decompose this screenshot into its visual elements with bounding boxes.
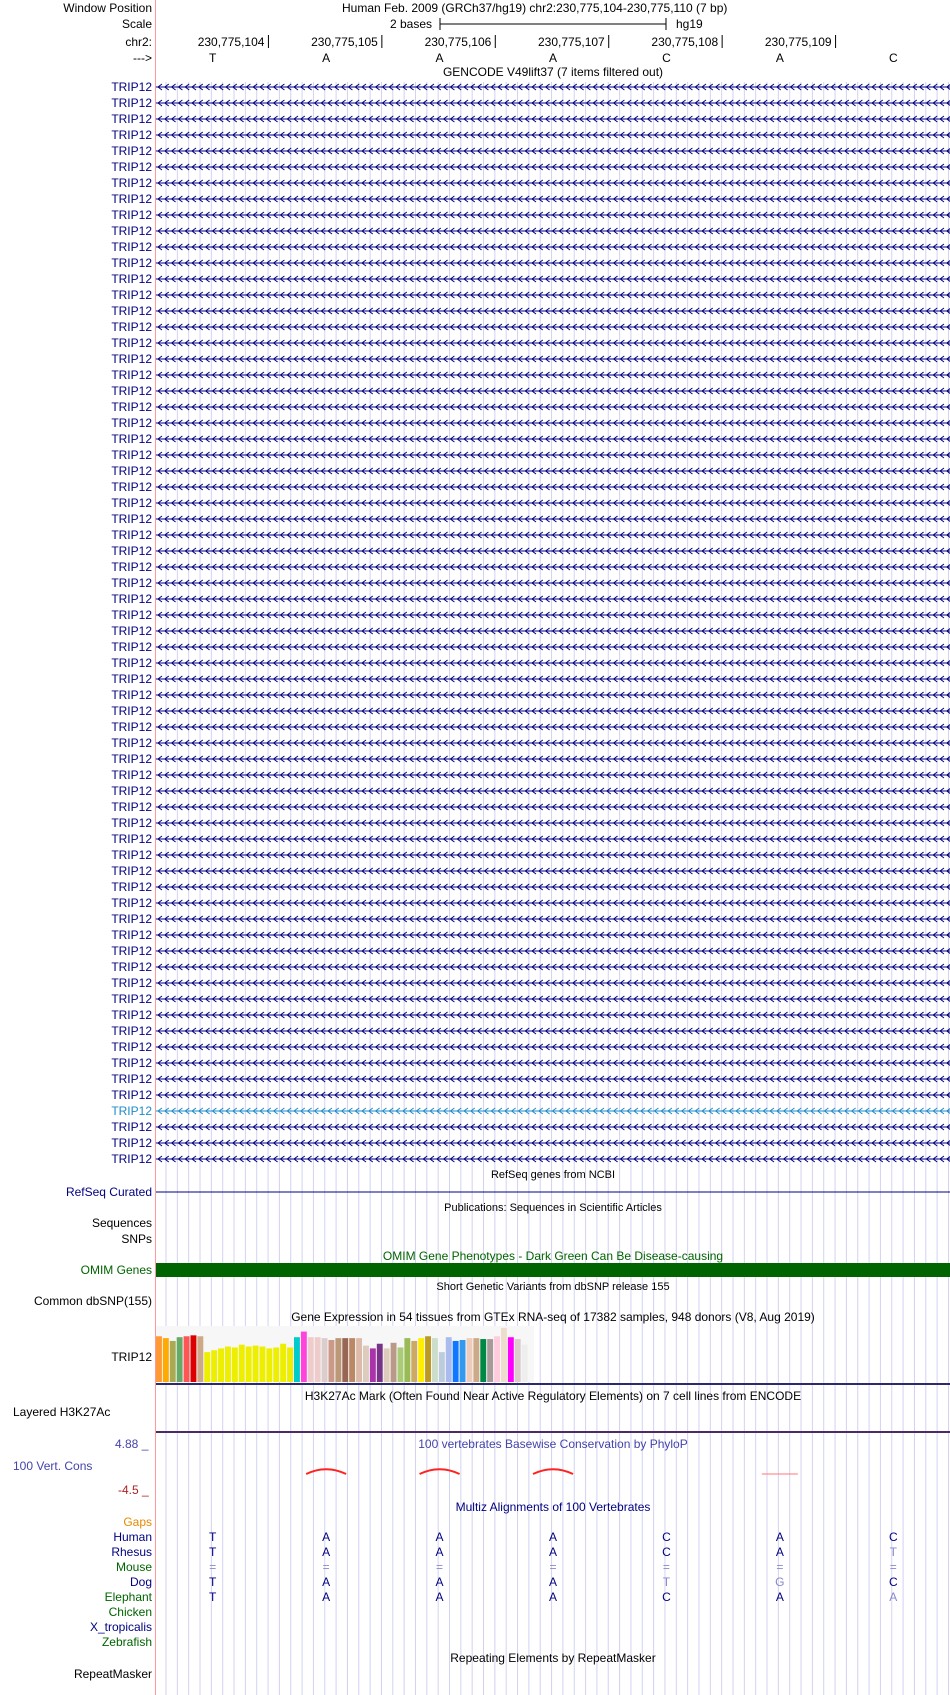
multiz-species-label[interactable]: Elephant [104, 1590, 152, 1604]
multiz-aligned-base: A [548, 1545, 557, 1559]
gencode-transcript-label[interactable]: TRIP12 [111, 288, 152, 302]
gtex-tissue-bar [184, 1336, 190, 1382]
gtex-tissue-bar [398, 1347, 404, 1382]
gtex-tissue-bar [322, 1338, 328, 1382]
gtex-tissue-bar [239, 1345, 245, 1382]
gencode-transcript-label[interactable]: TRIP12 [111, 160, 152, 174]
gtex-tissue-bar [301, 1332, 307, 1382]
gtex-tissue-bar [425, 1336, 431, 1382]
gtex-tissue-bar [246, 1347, 252, 1382]
gencode-transcript-label[interactable]: TRIP12 [111, 368, 152, 382]
gtex-track-title[interactable]: Gene Expression in 54 tissues from GTEx RNA-seq of 17382 samples, 948 donors (V8, Aug 2019) [291, 1310, 815, 1324]
gencode-transcript-label[interactable]: TRIP12 [111, 592, 152, 606]
reference-base: A [548, 51, 557, 65]
phylop-min-label: -4.5 _ [118, 1483, 149, 1497]
gtex-tissue-bar [515, 1339, 521, 1382]
gencode-transcript-label[interactable]: TRIP12 [111, 768, 152, 782]
publications-sequences-label[interactable]: Sequences [91, 1216, 152, 1230]
multiz-aligned-base: C [888, 1575, 898, 1589]
coordinate-label: 230,775,106 [424, 35, 492, 49]
gtex-tissue-bar [467, 1338, 473, 1382]
coordinate-label: 230,775,104 [197, 35, 265, 49]
multiz-aligned-base: C [888, 1530, 898, 1544]
scale-label: Scale [121, 17, 152, 31]
gtex-tissue-bar [204, 1352, 210, 1382]
gencode-transcript-label[interactable]: TRIP12 [111, 960, 152, 974]
reference-base: A [322, 51, 331, 65]
gtex-tissue-bar [370, 1348, 376, 1382]
publications-track-title[interactable]: Publications: Sequences in Scientific Articles [444, 1202, 662, 1214]
multiz-aligned-base: A [322, 1545, 331, 1559]
gtex-tissue-bar [349, 1338, 355, 1382]
gencode-transcript-label[interactable]: TRIP12 [111, 656, 152, 670]
gencode-transcript-label[interactable]: TRIP12 [111, 304, 152, 318]
omim-track-title[interactable]: OMIM Gene Phenotypes - Dark Green Can Be Disease-causing [382, 1249, 724, 1263]
gtex-tissue-bar [287, 1347, 293, 1382]
gtex-tissue-bar [384, 1348, 390, 1382]
coordinate-label: 230,775,105 [311, 35, 378, 49]
multiz-aligned-base: A [548, 1575, 557, 1589]
gencode-transcript-label[interactable]: TRIP12 [111, 784, 152, 798]
gencode-transcript-label[interactable]: TRIP12 [111, 928, 152, 942]
gencode-transcript-label[interactable]: TRIP12 [111, 224, 152, 238]
gtex-tissue-bar [253, 1346, 259, 1382]
gtex-tissue-bar [356, 1338, 362, 1382]
gencode-transcript-label[interactable]: TRIP12 [111, 1056, 152, 1070]
gtex-tissue-bar [211, 1350, 217, 1382]
gencode-transcript-label[interactable]: TRIP12 [111, 144, 152, 158]
gencode-transcript-label[interactable]: TRIP12 [111, 1072, 152, 1086]
dbsnp-track-title[interactable]: Short Genetic Variants from dbSNP release 155 [436, 1281, 670, 1293]
gencode-transcript-label[interactable]: TRIP12 [111, 560, 152, 574]
gtex-tissue-bar [453, 1341, 459, 1382]
multiz-aligned-base: C [662, 1545, 671, 1559]
multiz-aligned-base: T [662, 1575, 671, 1589]
gtex-tissue-bar [191, 1335, 197, 1382]
gencode-transcript-label[interactable]: TRIP12 [111, 496, 152, 510]
multiz-aligned-base: = [662, 1560, 670, 1574]
gtex-tissue-bar [225, 1347, 231, 1382]
gencode-transcript-label[interactable]: TRIP12 [111, 1104, 152, 1118]
h3k27ac-label[interactable]: Layered H3K27Ac [13, 1405, 111, 1419]
multiz-species-label[interactable]: Chicken [108, 1605, 152, 1619]
gencode-transcript-label[interactable]: TRIP12 [111, 192, 152, 206]
gencode-transcript-label[interactable]: TRIP12 [111, 80, 152, 94]
gtex-tissue-bar [315, 1337, 321, 1382]
multiz-aligned-base: = [322, 1560, 330, 1574]
gencode-transcript-label[interactable]: TRIP12 [111, 272, 152, 286]
omim-genes-label[interactable]: OMIM Genes [80, 1263, 152, 1277]
multiz-aligned-base: C [662, 1530, 671, 1544]
gencode-transcript-label[interactable]: TRIP12 [111, 624, 152, 638]
multiz-species-label[interactable]: Rhesus [111, 1545, 152, 1559]
gencode-transcript-label[interactable]: TRIP12 [111, 320, 152, 334]
multiz-aligned-base: = [436, 1560, 444, 1574]
multiz-aligned-base: A [548, 1590, 557, 1604]
gencode-transcript-label[interactable]: TRIP12 [111, 208, 152, 222]
publications-snps-label[interactable]: SNPs [121, 1232, 152, 1246]
gencode-transcript-label[interactable]: TRIP12 [111, 416, 152, 430]
gtex-tissue-bar [260, 1347, 266, 1382]
gencode-transcript-label[interactable]: TRIP12 [111, 704, 152, 718]
multiz-aligned-base: A [435, 1575, 444, 1589]
coordinate-label: 230,775,109 [764, 35, 832, 49]
gencode-transcript-label[interactable]: TRIP12 [111, 880, 152, 894]
reference-base: A [775, 51, 784, 65]
gencode-transcript-label[interactable]: TRIP12 [111, 1136, 152, 1150]
gtex-tissue-bar [170, 1341, 176, 1382]
strand-label: ---> [133, 51, 152, 65]
gencode-transcript-label[interactable]: TRIP12 [111, 864, 152, 878]
coordinate-label: 230,775,107 [537, 35, 605, 49]
multiz-aligned-base: G [775, 1575, 785, 1589]
assembly-label: hg19 [676, 17, 703, 31]
gtex-tissue-bar [432, 1338, 438, 1382]
chrom-label: chr2: [125, 35, 152, 49]
reference-base: C [662, 51, 671, 65]
gtex-tissue-bar [363, 1346, 369, 1382]
multiz-aligned-base: = [549, 1560, 557, 1574]
gencode-transcript-label[interactable]: TRIP12 [111, 1120, 152, 1134]
gencode-transcript-label[interactable]: TRIP12 [111, 688, 152, 702]
gencode-transcript-label[interactable]: TRIP12 [111, 528, 152, 542]
gencode-track-title[interactable]: GENCODE V49lift37 (7 items filtered out) [442, 65, 664, 79]
multiz-aligned-base: A [435, 1590, 444, 1604]
gtex-tissue-bar [460, 1340, 466, 1382]
gencode-transcript-label[interactable]: TRIP12 [111, 576, 152, 590]
gtex-tissue-bar [522, 1345, 528, 1382]
window-position-value: Human Feb. 2009 (GRCh37/hg19) chr2:230,775,104-230,775,110 (7 bp) [342, 1, 728, 15]
gencode-transcript-label[interactable]: TRIP12 [111, 384, 152, 398]
gencode-transcript-label[interactable]: TRIP12 [111, 672, 152, 686]
gtex-tissue-bar [294, 1337, 300, 1382]
gencode-transcript-label[interactable]: TRIP12 [111, 1040, 152, 1054]
omim-gene-bar [156, 1263, 950, 1277]
multiz-aligned-base: A [322, 1575, 331, 1589]
phylop-conservation-peak [533, 1469, 573, 1474]
phylop-label[interactable]: 100 Vert. Cons [13, 1459, 93, 1473]
gencode-transcript-label[interactable]: TRIP12 [111, 464, 152, 478]
h3k27ac-track-title[interactable]: H3K27Ac Mark (Often Found Near Active Regulatory Elements) on 7 cell lines from ENCODE [304, 1389, 802, 1403]
multiz-aligned-base: A [775, 1530, 784, 1544]
multiz-aligned-base: T [209, 1530, 217, 1544]
gencode-transcript-label[interactable]: TRIP12 [111, 432, 152, 446]
gencode-transcript-label[interactable]: TRIP12 [111, 128, 152, 142]
gencode-transcript-label[interactable]: TRIP12 [111, 608, 152, 622]
gtex-tissue-bar [335, 1338, 341, 1382]
gencode-transcript-label[interactable]: TRIP12 [111, 800, 152, 814]
gencode-transcript-label[interactable]: TRIP12 [111, 400, 152, 414]
gencode-transcript-label[interactable]: TRIP12 [111, 912, 152, 926]
gtex-tissue-bar [404, 1338, 410, 1382]
gencode-transcript-label[interactable]: TRIP12 [111, 736, 152, 750]
gtex-tissue-bar [163, 1338, 169, 1382]
multiz-aligned-base: T [209, 1590, 217, 1604]
gencode-transcript-label[interactable]: TRIP12 [111, 352, 152, 366]
gencode-transcript-label[interactable]: TRIP12 [111, 1152, 152, 1166]
gtex-gene-label[interactable]: TRIP12 [111, 1350, 152, 1364]
gtex-tissue-bar [308, 1337, 314, 1382]
phylop-conservation-peak [420, 1469, 460, 1474]
gencode-transcript-label[interactable]: TRIP12 [111, 1008, 152, 1022]
gtex-tissue-bar [391, 1343, 397, 1382]
repeatmasker-track-title[interactable]: Repeating Elements by RepeatMasker [450, 1651, 656, 1665]
gtex-tissue-bar [487, 1339, 493, 1382]
gtex-tissue-bar [218, 1348, 224, 1382]
gtex-tissue-bar [446, 1337, 452, 1382]
gtex-tissue-bar [494, 1336, 500, 1382]
gencode-transcript-label[interactable]: TRIP12 [111, 1024, 152, 1038]
gtex-tissue-bar [501, 1328, 507, 1382]
gtex-tissue-bar [377, 1344, 383, 1382]
multiz-aligned-base: A [775, 1590, 784, 1604]
gencode-transcript-label[interactable]: TRIP12 [111, 992, 152, 1006]
gencode-transcript-label[interactable]: TRIP12 [111, 112, 152, 126]
phylop-max-label: 4.88 _ [115, 1437, 149, 1451]
gencode-transcript-label[interactable]: TRIP12 [111, 816, 152, 830]
gtex-tissue-bar [266, 1348, 272, 1382]
gencode-transcript-label[interactable]: TRIP12 [111, 448, 152, 462]
gencode-transcript-label[interactable]: TRIP12 [111, 1088, 152, 1102]
multiz-aligned-base: A [322, 1590, 331, 1604]
gtex-tissue-bar [411, 1341, 417, 1382]
gencode-transcript-label[interactable]: TRIP12 [111, 832, 152, 846]
gencode-transcript-label[interactable]: TRIP12 [111, 240, 152, 254]
multiz-aligned-base: A [775, 1545, 784, 1559]
gtex-tissue-bar [232, 1347, 238, 1382]
gencode-transcript-label[interactable]: TRIP12 [111, 640, 152, 654]
gencode-transcript-label[interactable]: TRIP12 [111, 752, 152, 766]
multiz-species-label[interactable]: Mouse [115, 1560, 152, 1574]
gtex-tissue-bar [508, 1337, 514, 1382]
gtex-tissue-bar [480, 1339, 486, 1382]
gtex-tissue-bar [439, 1352, 445, 1382]
multiz-aligned-base: = [209, 1560, 217, 1574]
gencode-transcript-label[interactable]: TRIP12 [111, 512, 152, 526]
multiz-aligned-base: A [889, 1590, 898, 1604]
multiz-aligned-base: = [776, 1560, 784, 1574]
gtex-tissue-bar [342, 1338, 348, 1382]
gencode-transcript-label[interactable]: TRIP12 [111, 848, 152, 862]
scale-text: 2 bases [390, 17, 433, 31]
gtex-tissue-bar [473, 1338, 479, 1382]
repeatmasker-label[interactable]: RepeatMasker [73, 1667, 152, 1681]
reference-base: A [435, 51, 444, 65]
gtex-tissue-bar [197, 1336, 203, 1382]
gencode-transcript-label[interactable]: TRIP12 [111, 480, 152, 494]
gtex-tissue-bar [418, 1338, 424, 1382]
gencode-transcript-label[interactable]: TRIP12 [111, 256, 152, 270]
window-position-label: Window Position [63, 1, 152, 15]
multiz-aligned-base: A [548, 1530, 557, 1544]
gencode-transcript-label[interactable]: TRIP12 [111, 720, 152, 734]
gencode-transcript-label[interactable]: TRIP12 [111, 176, 152, 190]
multiz-aligned-base: T [889, 1545, 897, 1559]
reference-base: C [888, 51, 898, 65]
multiz-species-label[interactable]: Dog [129, 1575, 152, 1589]
multiz-species-label[interactable]: Zebrafish [101, 1635, 152, 1649]
gtex-tissue-bar [329, 1340, 335, 1382]
gencode-transcript-label[interactable]: TRIP12 [111, 336, 152, 350]
multiz-track-title[interactable]: Multiz Alignments of 100 Vertebrates [455, 1500, 651, 1514]
multiz-aligned-base: = [889, 1560, 897, 1574]
multiz-aligned-base: C [662, 1590, 671, 1604]
gencode-transcript-label[interactable]: TRIP12 [111, 96, 152, 110]
gtex-tissue-bar [156, 1336, 162, 1382]
gencode-transcript-label[interactable]: TRIP12 [111, 896, 152, 910]
phylop-conservation-peak [306, 1469, 346, 1474]
multiz-aligned-base: A [322, 1530, 331, 1544]
gencode-transcript-label[interactable]: TRIP12 [111, 544, 152, 558]
multiz-aligned-base: T [209, 1545, 217, 1559]
dbsnp-label[interactable]: Common dbSNP(155) [33, 1294, 152, 1308]
refseq-curated-label[interactable]: RefSeq Curated [65, 1185, 152, 1199]
multiz-species-label[interactable]: Human [113, 1530, 152, 1544]
reference-base: T [209, 51, 217, 65]
multiz-species-label[interactable]: X_tropicalis [89, 1620, 152, 1634]
multiz-gaps-label[interactable]: Gaps [123, 1515, 152, 1529]
gtex-tissue-bar [273, 1347, 279, 1382]
refseq-track-title[interactable]: RefSeq genes from NCBI [490, 1169, 616, 1181]
gtex-tissue-bar [177, 1337, 183, 1382]
multiz-aligned-base: T [209, 1575, 217, 1589]
gencode-transcript-label[interactable]: TRIP12 [111, 944, 152, 958]
gtex-tissue-bar [280, 1344, 286, 1382]
phylop-track-title[interactable]: 100 vertebrates Basewise Conservation by PhyloP [418, 1437, 688, 1451]
multiz-aligned-base: A [435, 1545, 444, 1559]
multiz-aligned-base: A [435, 1530, 444, 1544]
coordinate-label: 230,775,108 [651, 35, 719, 49]
gencode-transcript-label[interactable]: TRIP12 [111, 976, 152, 990]
